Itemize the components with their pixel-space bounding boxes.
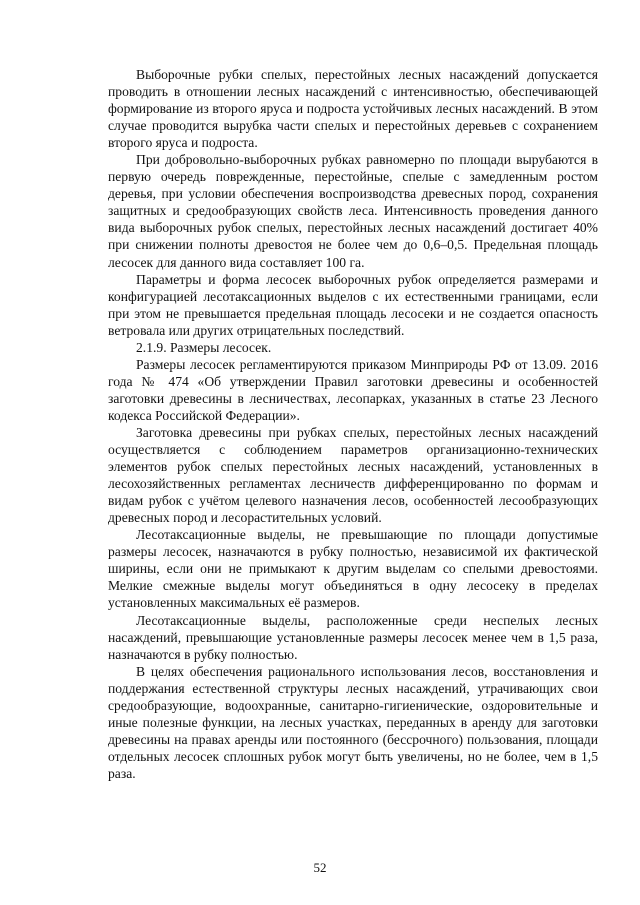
paragraph-forest-allotments: Лесотаксационные выделы, не превышающие по площади допустимые размеры лесосек, назначаются в рубку полностью, независимой их фактической ширины, если они не примыкают к другим выделам со спелыми древостоями. Мелкие смежные выделы могут объединяться в одну лесосеку в пределах установленных максимальных её размеров. [108, 527, 598, 611]
section-heading: 2.1.9. Размеры лесосек. [136, 339, 272, 355]
page-number: 52 [313, 860, 327, 875]
document-page [108, 66, 598, 782]
paragraph-selective-felling: Выборочные рубки спелых, перестойных лесных насаждений допускается проводить в отношении лесных насаждений с интенсивностью, обеспечивающей формирование из второго яруса и подроста устойчивых лесных насаждений. В этом случае проводится вырубка части спелых и перестойных деревьев с сохранением второго яруса и подроста. [108, 67, 598, 151]
paragraph-immature-stands: Лесотаксационные выделы, расположенные среди неспелых лесных насаждений, превышающие установленные размеры лесосек менее чем в 1,5 раза, назначаются в рубку полностью. [108, 612, 598, 662]
paragraph-regulation-order: Размеры лесосек регламентируются приказом Минприроды РФ от 13.09. 2016 года № 474 «Об утверждении Правил заготовки древесины и особенностей заготовки древесины в лесничествах, лесопарках, указанных в статье 23 Лесного кодекса Российской Федерации». [108, 356, 598, 423]
paragraph-timber-harvesting: Заготовка древесины при рубках спелых, перестойных лесных насаждений осуществляется с соблюдением параметров организационно-технических элементов рубок спелых перестойных лесных насаждений, установленных в лесохозяйственных регламентах лесничеств дифференцированно по формам и видам рубок с учётом целевого назначения лесов, особенностей лесообразующих древесных пород и лесорастительных условий. [108, 424, 598, 526]
paragraph-cutting-area-parameters: Параметры и форма лесосек выборочных рубок определяется размерами и конфигурацией лесотаксационных выделов с их естественными границами, если при этом не превышается предельная площадь лесосеки и не создается опасность ветровала или других отрицательных последствий. [108, 271, 598, 338]
paragraph-voluntary-selective-felling: При добровольно-выборочных рубках равномерно по площади вырубаются в первую очередь поврежденные, перестойные, спелые с замедленным ростом деревья, при условии обеспечения воспроизводства древесных пород, сохранения защитных и средообразующих свойств леса. Интенсивность проведения данного вида выборочных рубок спелых, перестойных лесных насаждений достигает 40% при снижении полноты древостоя не более чем до 0,6–0,5. Предельная площадь лесосек для данного вида составляет 100 га. [108, 152, 598, 270]
paragraph-rational-use: В целях обеспечения рационального использования лесов, восстановления и поддержания естественной структуры лесных насаждений, утрачивающих свои средообразующие, водоохранные, санитарно-гигиенические, оздоровительные и иные полезные функции, на лесных участках, переданных в аренду для заготовки древесины на правах аренды или постоянного (бессрочного) пользования, площади отдельных лесосек сплошных рубок могут быть увеличены, но не более, чем в 1,5 раза. [108, 663, 598, 781]
